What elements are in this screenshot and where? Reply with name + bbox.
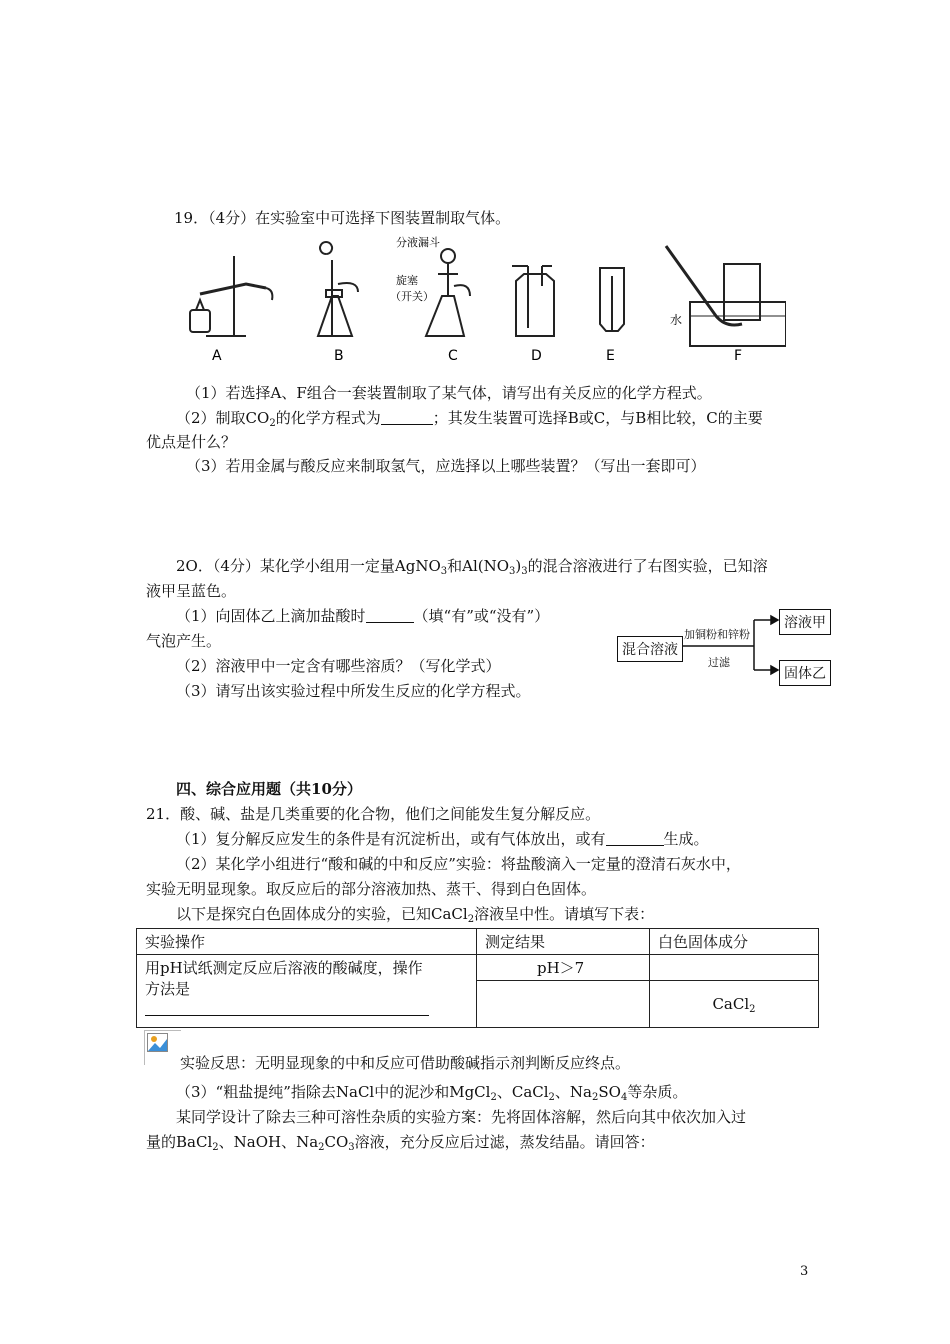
q21-p4-sub3: 3 bbox=[348, 1142, 355, 1153]
q19-part3: （3）若用金属与酸反应来制取氢气，应选择以上哪些装置？（写出一套即可） bbox=[186, 457, 706, 475]
q21-plan-cont bbox=[146, 1132, 655, 1152]
q20-part3: （3）请写出该实验过程中所发生反应的化学方程式。 bbox=[176, 682, 531, 700]
experiment-reflection: 实验反思：无明显现象的中和反应可借助酸碱指示剂判断反应终点。 bbox=[180, 1054, 631, 1072]
table-result-1: pH＞7 bbox=[477, 955, 650, 981]
q21-p4-d: 、NaOH、Na bbox=[218, 1133, 319, 1151]
q21-p1-a: （1）复分解反应发生的条件是有沉淀析出，或有气体放出，或有 bbox=[176, 830, 606, 848]
flow-start-box: 混合溶液 bbox=[617, 636, 683, 662]
q21-stem: 21．酸、碱、盐是几类重要的化合物，他们之间能发生复分解反应。 bbox=[146, 805, 601, 823]
q20-p1-a: （1）向固体乙上滴加盐酸时 bbox=[176, 607, 366, 625]
q19-part2 bbox=[176, 408, 763, 428]
flow-op-top: 加铜粉和锌粉 bbox=[684, 628, 750, 641]
q21-p3-g: SO bbox=[598, 1083, 621, 1101]
q20-stem-sub1: 3 bbox=[440, 566, 448, 577]
image-placeholder-icon bbox=[147, 1033, 169, 1053]
q21-p3-sub4: 4 bbox=[620, 1092, 628, 1103]
table-composition-1[interactable] bbox=[650, 955, 819, 981]
page-number: 3 bbox=[800, 1264, 809, 1279]
q20-stem-sub2: 3 bbox=[509, 566, 516, 577]
q20-stem-sub3: 3 bbox=[521, 566, 528, 577]
q21-p3-sub2: 2 bbox=[548, 1092, 555, 1103]
experiment-table bbox=[136, 928, 819, 1028]
q19-stem: 19．（4分）在实验室中可选择下图装置制取气体。 bbox=[174, 209, 511, 227]
section4-heading: 四、综合应用题（共10分） bbox=[176, 780, 362, 798]
q20-part1-cont: 气泡产生。 bbox=[146, 632, 222, 650]
q21-p1-answer-blank[interactable] bbox=[606, 831, 664, 846]
fig-label-water: 水 bbox=[670, 313, 683, 327]
apparatus-figure bbox=[186, 236, 786, 366]
table-result-2[interactable] bbox=[477, 981, 650, 1028]
q21-intro-a: 以下是探究白色固体成分的实验，已知CaCl bbox=[176, 905, 468, 923]
q20-stem-e: ) bbox=[515, 557, 522, 575]
fig-label-f: F bbox=[734, 348, 743, 364]
q20-stem-c: 和Al(NO bbox=[447, 557, 510, 575]
fig-label-b: B bbox=[334, 348, 344, 364]
table-op-cell bbox=[137, 955, 477, 1028]
q21-part1 bbox=[176, 829, 709, 849]
apparatus-d-bottle bbox=[516, 274, 554, 336]
table-op-text2: 方法是 bbox=[145, 980, 191, 998]
table-comp2-text: CaCl bbox=[712, 995, 750, 1013]
q19-p2-text-a: （2）制取CO bbox=[176, 409, 270, 427]
q21-intro-sub: 2 bbox=[467, 914, 475, 925]
q21-p3-c: 、CaCl bbox=[496, 1083, 549, 1101]
fig-label-a: A bbox=[212, 348, 222, 364]
q19-part2-cont: 优点是什么？ bbox=[146, 433, 237, 451]
q21-p4-sub2: 2 bbox=[318, 1142, 325, 1153]
table-op-answer-blank[interactable] bbox=[145, 999, 429, 1016]
q19-p2-sub: 2 bbox=[269, 418, 276, 429]
fig-label-d: D bbox=[531, 348, 542, 364]
table-op-text1: 用pH试纸测定反应后溶液的酸碱度，操作 bbox=[145, 959, 423, 977]
q20-stem-g: 的混合溶液进行了右图实验，已知溶 bbox=[527, 557, 768, 575]
q21-p3-sub3: 2 bbox=[592, 1092, 599, 1103]
fig-label-valve: 旋塞 bbox=[396, 274, 418, 287]
q21-p4-b: 量的BaCl bbox=[146, 1133, 213, 1151]
q21-table-intro bbox=[176, 904, 654, 924]
q20-stem-a: 2O．（4分）某化学小组用一定量AgNO bbox=[176, 557, 441, 575]
table-header-op: 实验操作 bbox=[137, 929, 477, 955]
q19-p2-text-d: ；其发生装置可选择B或C，与B相比较，C的主要 bbox=[432, 409, 763, 427]
q19-part1: （1）若选择A、F组合一套装置制取了某气体，请写出有关反应的化学方程式。 bbox=[186, 384, 712, 402]
broken-image-icon bbox=[144, 1030, 181, 1065]
q21-p1-b: 生成。 bbox=[663, 830, 709, 848]
q21-part2-cont: 实验无明显现象。取反应后的部分溶液加热、蒸干、得到白色固体。 bbox=[146, 880, 597, 898]
q21-intro-c: 溶液呈中性。请填写下表： bbox=[474, 905, 655, 923]
fig-label-switch: （开关） bbox=[390, 290, 434, 303]
fig-label-c: C bbox=[448, 348, 458, 364]
q20-stem-cont: 液甲呈蓝色。 bbox=[146, 582, 237, 600]
q21-p4-sub1: 2 bbox=[212, 1142, 219, 1153]
q19-p2-answer-blank[interactable] bbox=[381, 410, 433, 425]
q21-part2: （2）某化学小组进行“酸和碱的中和反应”实验：将盐酸滴入一定量的澄清石灰水中， bbox=[176, 855, 741, 873]
q20-stem bbox=[176, 556, 768, 576]
q21-p3-e: 、Na bbox=[554, 1083, 592, 1101]
q21-part3 bbox=[176, 1082, 687, 1102]
q21-p3-sub1: 2 bbox=[490, 1092, 497, 1103]
apparatus-c-sepfunnel bbox=[441, 249, 455, 263]
q21-plan: 某同学设计了除去三种可溶性杂质的实验方案：先将固体溶解，然后向其中依次加入过 bbox=[176, 1108, 747, 1126]
flow-out2-box: 固体乙 bbox=[779, 660, 831, 686]
flow-arrows bbox=[682, 612, 782, 676]
table-header-composition: 白色固体成分 bbox=[650, 929, 819, 955]
flow-out1-box: 溶液甲 bbox=[779, 609, 831, 635]
table-header-result: 测定结果 bbox=[477, 929, 650, 955]
q20-p1-b: （填“有”或“没有”） bbox=[413, 607, 550, 625]
q21-p4-h: 溶液，充分反应后过滤，蒸发结晶。请回答： bbox=[354, 1133, 655, 1151]
q19-p2-text-c: 的化学方程式为 bbox=[275, 409, 381, 427]
table-comp2-sub: 2 bbox=[749, 1004, 756, 1015]
table-composition-2 bbox=[650, 981, 819, 1028]
table-row bbox=[137, 955, 819, 981]
q21-p3-a: （3）“粗盐提纯”指除去NaCl中的泥沙和MgCl bbox=[176, 1083, 491, 1101]
q20-part1 bbox=[176, 606, 549, 626]
flow-op-bottom: 过滤 bbox=[708, 656, 730, 669]
q21-p4-f: CO bbox=[324, 1133, 349, 1151]
table-header-row bbox=[137, 929, 819, 955]
q20-part2: （2）溶液甲中一定含有哪些溶质？（写化学式） bbox=[176, 657, 501, 675]
q21-p3-i: 等杂质。 bbox=[627, 1083, 688, 1101]
fig-label-fennel: 分液漏斗 bbox=[396, 236, 440, 249]
fig-label-e: E bbox=[606, 348, 615, 364]
q20-p1-answer-blank[interactable] bbox=[366, 608, 414, 623]
